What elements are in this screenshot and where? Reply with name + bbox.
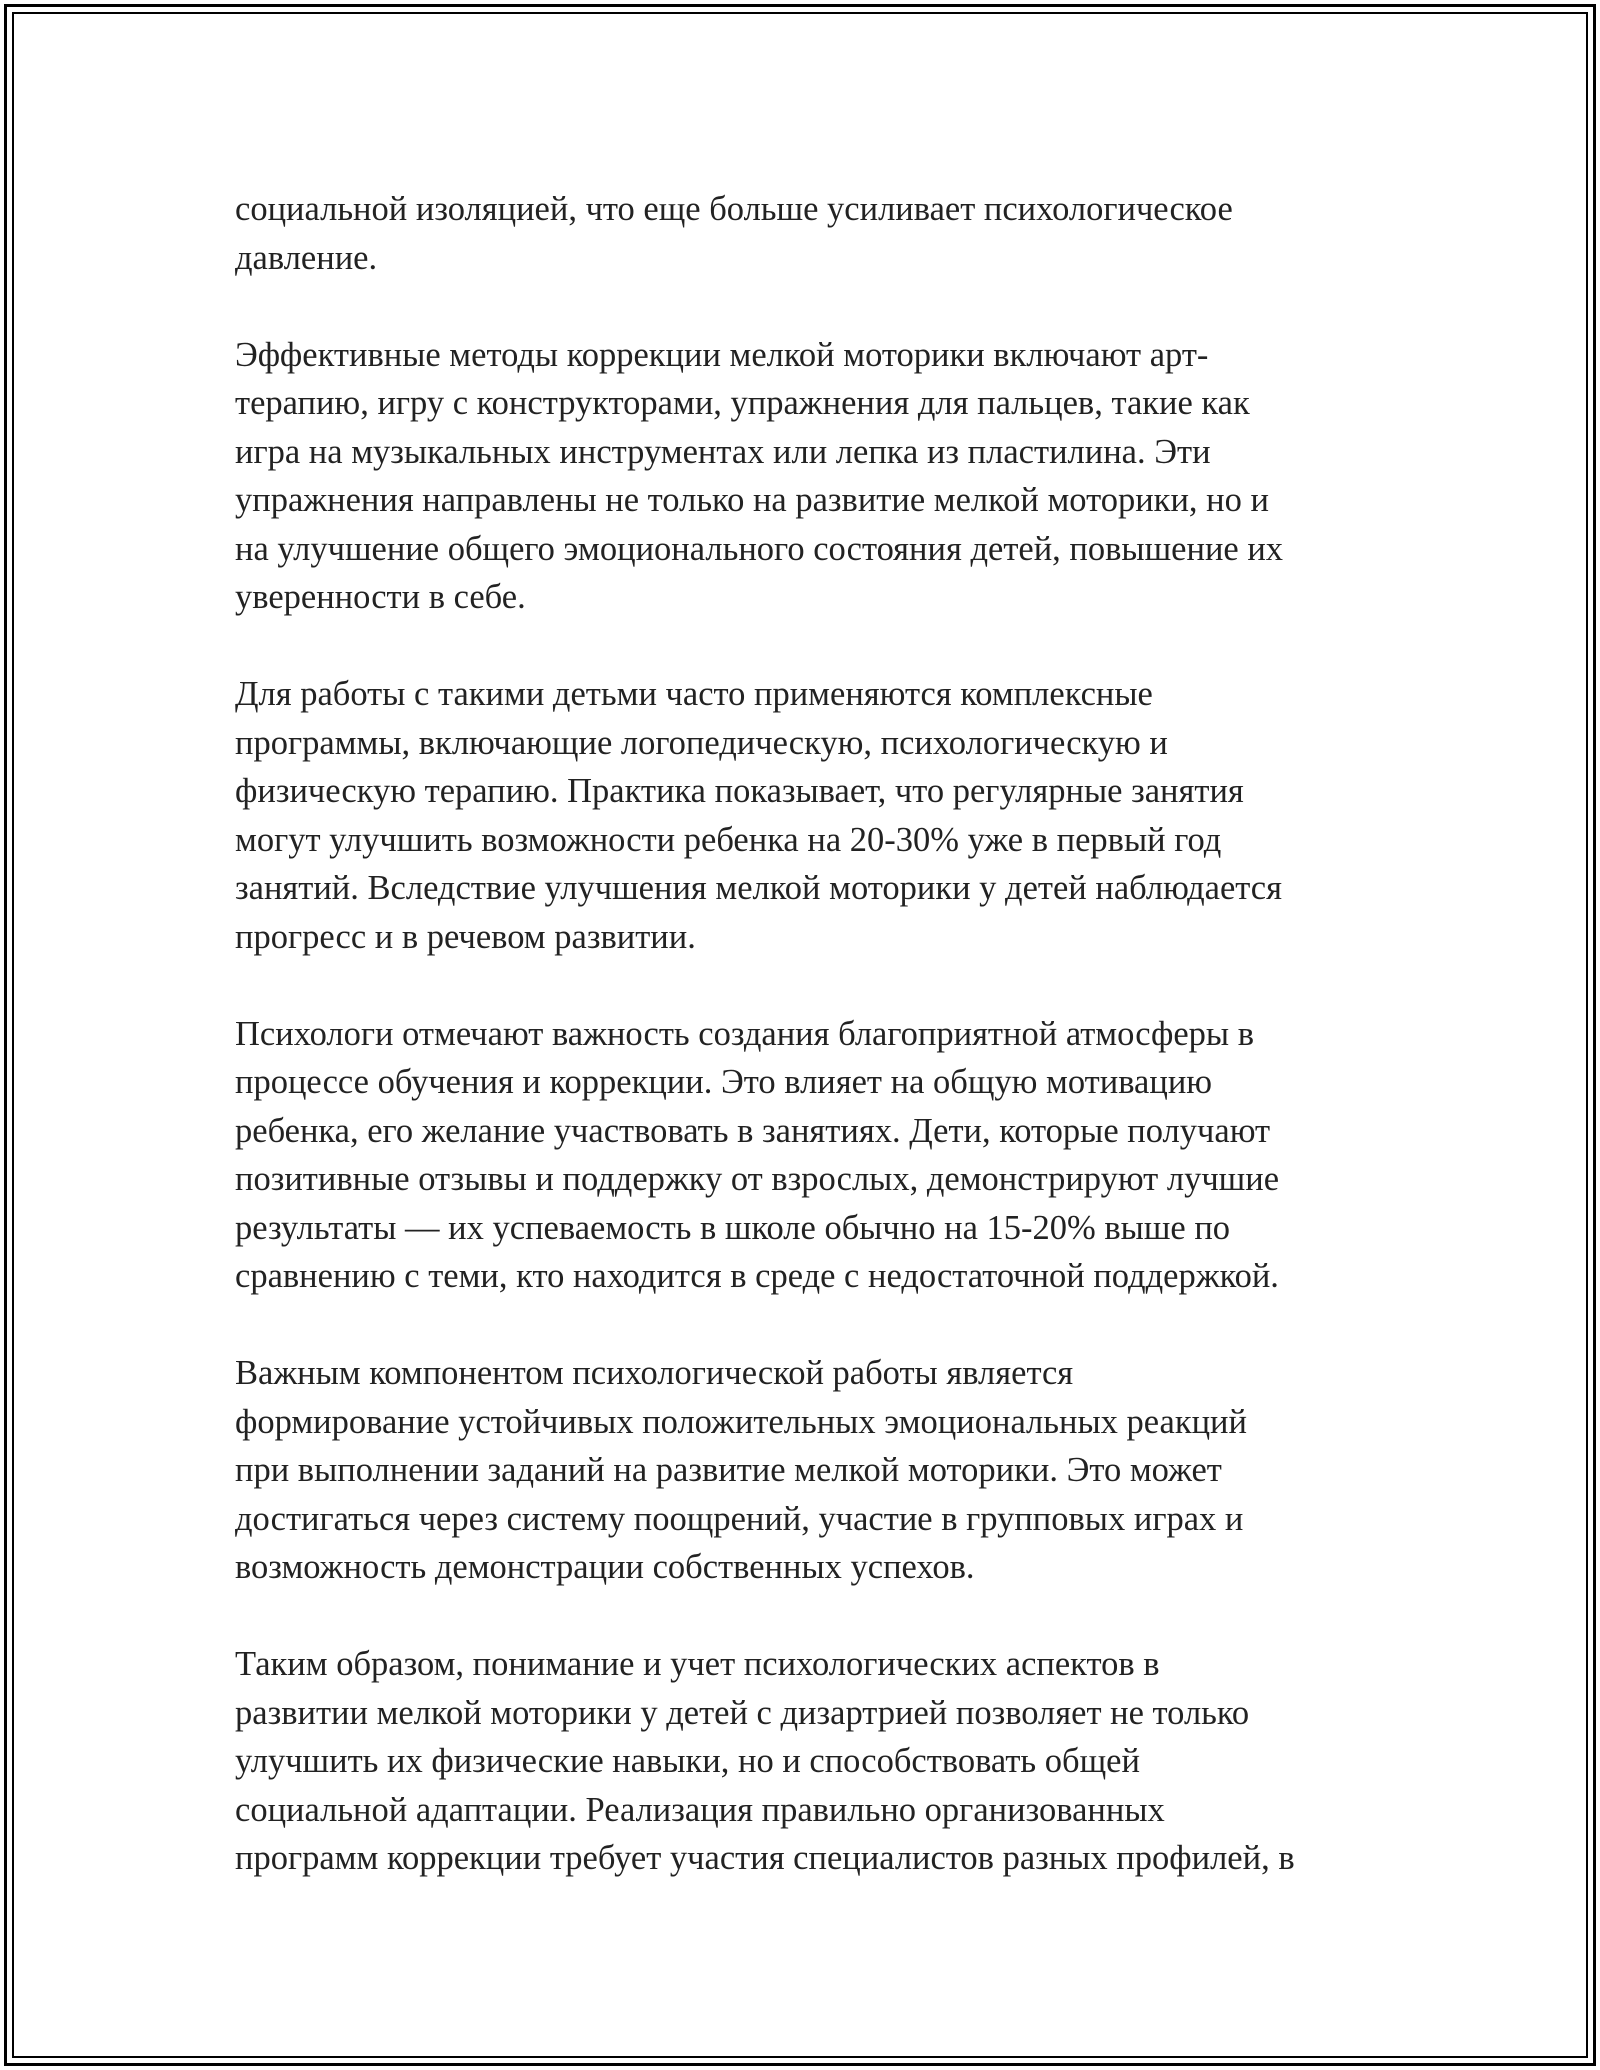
- text-line: физическую терапию. Практика показывает, что регулярные занятия: [235, 772, 1244, 810]
- text-line: улучшить их физические навыки, но и способствовать общей: [235, 1742, 1140, 1780]
- text-line: игра на музыкальных инструментах или лепка из пластилина. Эти: [235, 432, 1211, 471]
- text-line: результаты — их успеваемость в школе обычно на 15-20% выше по: [235, 1208, 1231, 1247]
- text-line: позитивные отзывы и поддержку от взрослых, демонстрируют лучшие: [235, 1160, 1280, 1198]
- paragraph-3: [235, 670, 1385, 961]
- text-line: социальной изоляцией, что еще больше усиливает психологическое: [235, 190, 1233, 228]
- text-line: формирование устойчивых положительных эмоциональных реакций: [235, 1402, 1247, 1441]
- text-line: могут улучшить возможности ребенка на 20-30% уже в первый год: [235, 820, 1222, 859]
- text-line: упражнения направлены не только на развитие мелкой моторики, но и: [235, 481, 1269, 519]
- text-line: Эффективные методы коррекции мелкой моторики включают арт-: [235, 335, 1209, 374]
- text-line: сравнению с теми, кто находится в среде с недостаточной поддержкой.: [235, 1257, 1279, 1295]
- text-line: развитии мелкой моторики у детей с дизартрией позволяет не только: [235, 1693, 1250, 1732]
- paragraph-2: [235, 331, 1385, 622]
- text-line: процессе обучения и коррекции. Это влияет на общую мотивацию: [235, 1063, 1213, 1101]
- text-line: программы, включающие логопедическую, психологическую и: [235, 723, 1168, 762]
- text-line: терапию, игру с конструкторами, упражнения для пальцев, такие как: [235, 384, 1250, 422]
- text-line: при выполнении заданий на развитие мелкой моторики. Это может: [235, 1451, 1222, 1489]
- text-line: Таким образом, понимание и учет психологических аспектов в: [235, 1645, 1160, 1683]
- paragraph-6: [235, 1640, 1385, 1883]
- paragraph-4: [235, 1010, 1385, 1301]
- text-line: давление.: [235, 238, 378, 277]
- text-line: Важным компонентом психологической работы является: [235, 1354, 1074, 1392]
- text-line: прогресс и в речевом развитии.: [235, 917, 696, 956]
- text-line: на улучшение общего эмоционального состояния детей, повышение их: [235, 529, 1284, 568]
- text-line: Психологи отмечают важность создания благоприятной атмосферы в: [235, 1014, 1254, 1053]
- text-line: социальной адаптации. Реализация правильно организованных: [235, 1790, 1165, 1829]
- text-line: занятий. Вследствие улучшения мелкой моторики у детей наблюдается: [235, 869, 1282, 907]
- paragraph-5: [235, 1349, 1385, 1592]
- text-line: достигаться через систему поощрений, участие в групповых играх и: [235, 1499, 1244, 1538]
- document-body: [235, 185, 1385, 1931]
- text-line: уверенности в себе.: [235, 578, 526, 616]
- text-line: возможность демонстрации собственных успехов.: [235, 1548, 975, 1586]
- text-line: ребенка, его желание участвовать в занятиях. Дети, которые получают: [235, 1111, 1271, 1150]
- paragraph-1: [235, 185, 1385, 282]
- text-line: Для работы с такими детьми часто применяются комплексные: [235, 675, 1153, 713]
- text-line: программ коррекции требует участия специалистов разных профилей, в: [235, 1839, 1295, 1877]
